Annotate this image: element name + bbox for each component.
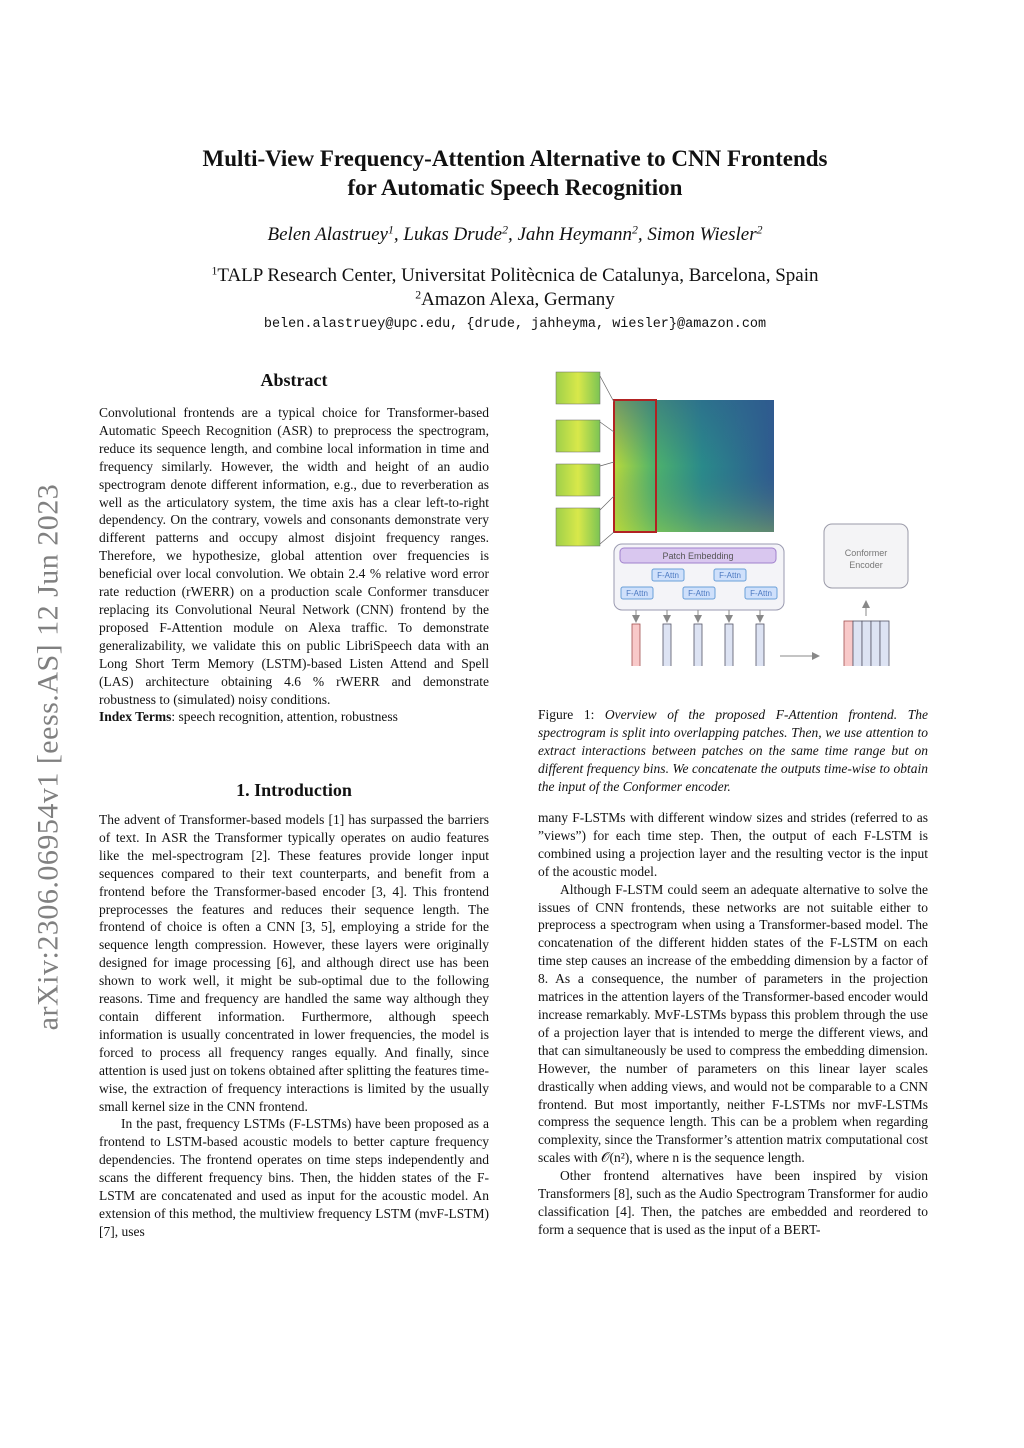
author-affiliation-mark: 1 [387, 223, 394, 237]
affiliation-1 [120, 265, 910, 287]
f-attn-label: F-Attn [688, 589, 710, 598]
title-line-2: for Automatic Speech Recognition [347, 175, 683, 200]
title-line-1: Multi-View Frequency-Attention Alternative to CNN Frontends [202, 146, 828, 171]
right-paragraph-1: many F-LSTMs with different window sizes and strides (referred to as ”views”) for each time step. Then, the output of each F-LSTM is combined using a projection layer and the resulting vector is the input of the acoustic model. [538, 810, 928, 879]
arxiv-id-text: arXiv:2306.06954v1 [eess.AS] 12 Jun 2023 [31, 483, 65, 1031]
author-name: Belen Alastruey [267, 224, 388, 245]
abstract-body [99, 404, 489, 726]
frontend-output-arrows [636, 610, 760, 621]
output-vector [756, 624, 764, 666]
introduction-body [99, 811, 489, 1241]
intro-paragraph-1: The advent of Transformer-based models [1] has surpassed the barriers of text. In ASR the Transformer typically operates on audio features like the mel-spectrogram [2]. These features provide longer input sequences compared to their text counterparts, and benefit from a frontend before the Transformer-based encoder [3, 4]. This frontend preprocesses the features and reduces their sequence length. The frontend of choice is often a CNN [3, 5], employing a stride for the sequence length compression. However, these layers were originally designed for image processing [6], and although direct use has been shown to work well, it might be sub-optimal due to the following reasons. Time and frequency are handled the same way although they contain different information. Furthermore, although speech information is usually concentrated in lower frequencies, the model is forced to process all frequency ranges equally. And finally, since attention is used just on tokens obtained after splitting the features time-wise, the extraction of frequency interactions is limited by the usually small kernel size in the CNN frontend. [99, 812, 489, 1114]
author-emails: belen.alastruey@upc.edu, {drude, jahheyma, wiesler}@amazon.com [263, 317, 767, 332]
arxiv-identifier [31, 447, 65, 1067]
index-terms [99, 708, 489, 726]
output-vector [632, 624, 640, 666]
paper-title [120, 144, 910, 202]
output-vector [663, 624, 671, 666]
affiliation-2 [120, 289, 910, 311]
spectrogram-shading [614, 400, 774, 532]
right-paragraph-3: Other frontend alternatives have been inspired by vision Transformers [8], such as the Audio Spectrogram Transformer for audio classification [4]. Then, the patches are embedded and reordered to form a sequence that is used as the input of a BERT- [538, 1168, 928, 1237]
f-attn-label: F-Attn [657, 571, 679, 580]
output-vector [694, 624, 702, 666]
figure-1 [548, 366, 934, 666]
abstract-text: Convolutional frontends are a typical choice for Transformer-based Automatic Speech Recognition (ASR) to preprocess the spectrogram, reduce its sequence length, and combine local information in time and frequency similarly. However, the width and height of an audio spectrogram denote different information, e.g., due to reverberation as well as the articulatory system, the time axis has a clear left-to-right dependency. On the contrary, vowels and consonants demonstrate very different patterns and occupy almost disjoint frequency ranges. Therefore, we hypothesize, global attention over frequencies is beneficial over local convolution. We obtain 2.4 % relative word error rate reduction (rWERR) on a production scale Conformer transducer replacing its Convolutional Neural Network (CNN) frontend by the proposed F-Attention module on Alexa traffic. To demonstrate generalizability, we validate this on public LibriSpeech data with an Long Short Term Memory (LSTM)-based Listen Attend and Spell (LAS) architecture obtaining 4.6 % rWERR and demonstrate robustness to (simulated) noisy conditions. [99, 405, 489, 707]
figure-1-caption [538, 706, 928, 796]
author-affiliation-mark: 2 [631, 223, 638, 237]
frequency-patch [556, 464, 600, 496]
right-paragraph-2: Although F-LSTM could seem an adequate alternative to solve the issues of CNN frontends, these networks are not suitable either to preprocess a spectrogram when using a Transformer-based model. The concatenation of the different hidden states of the F-LSTM on each time step causes an increase of the embedding dimension by a factor of 8. As a consequence, the number of parameters in the projection matrices in the attention layers of the Transformer-based encoder would increase remarkably. MvF-LSTMs bypass this problem through the use of a projection layer that is intended to merge the different views, and that can simultaneously be used to compress the embedding dimension. However, the number of parameters on this linear layer scales drastically when adding views, and would not be comparable to a CNN frontend. But most importantly, neither F-LSTMs nor mvF-LSTMs compress the sequence length. This can be a problem when regarding complexity, since the Transformer’s attention matrix computational cost scales with 𝒪(n²), where n is the sequence length. [538, 881, 928, 1166]
author-separator: , [393, 224, 404, 245]
sequence-vector [853, 621, 862, 666]
output-vector [725, 624, 733, 666]
author-affiliation-mark: 2 [502, 223, 508, 237]
sequence-vector [880, 621, 889, 666]
abstract-heading: Abstract [260, 370, 328, 390]
frequency-patch [556, 372, 600, 404]
f-attn-label: F-Attn [719, 571, 741, 580]
sequence-vector [871, 621, 880, 666]
affiliation-text: TALP Research Center, Universitat Politècnica de Catalunya, Barcelona, Spain [217, 265, 819, 286]
author-name: Jahn Heymann [517, 224, 632, 245]
sequence-vector [844, 621, 853, 666]
right-column-body [538, 809, 928, 1239]
author-affiliation-mark: 2 [756, 223, 763, 237]
caption-text: Overview of the proposed F-Attention frontend. The spectrogram is split into overlapping patches. Then, we use attention to extract interactions between patches on the same time range but on different frequency bins. We concatenate the outputs time-wise to obtain the input of the Conformer encoder. [538, 707, 928, 794]
author-name: Simon Wiesler [647, 224, 757, 245]
affiliation-mark: 2 [415, 288, 422, 302]
sequence-vector [862, 621, 871, 666]
affiliation-mark: 1 [211, 264, 218, 278]
frequency-patch [556, 508, 600, 546]
author-list [120, 224, 910, 246]
caption-label: Figure 1: [538, 707, 605, 722]
index-terms-text: : speech recognition, attention, robustness [171, 709, 398, 725]
f-attention-diagram [548, 366, 934, 666]
author-separator: , [507, 224, 518, 245]
index-terms-label: Index Terms [99, 709, 172, 725]
f-attn-label: F-Attn [750, 589, 772, 598]
introduction-heading: 1. Introduction [236, 780, 352, 800]
f-attn-label: F-Attn [626, 589, 648, 598]
intro-paragraph-2: In the past, frequency LSTMs (F-LSTMs) have been proposed as a frontend to LSTM-based acoustic models to better capture frequency dependencies. The frontend operates on time steps independently and scans the different frequency bins. Then, the hidden states of the F-LSTM are concatenated and used as input for the acoustic model. An extension of this method, the multiview frequency LSTM (mvF-LSTM) [7], uses [99, 1116, 489, 1239]
patch-connectors [600, 376, 614, 544]
frequency-patch [556, 420, 600, 452]
encoder-label: Encoder [849, 560, 883, 570]
patch-embedding-label: Patch Embedding [662, 551, 734, 561]
author-separator: , [637, 224, 648, 245]
author-name: Lukas Drude [403, 224, 503, 245]
conformer-label: Conformer [844, 548, 888, 558]
affiliation-text: Amazon Alexa, Germany [421, 289, 615, 310]
